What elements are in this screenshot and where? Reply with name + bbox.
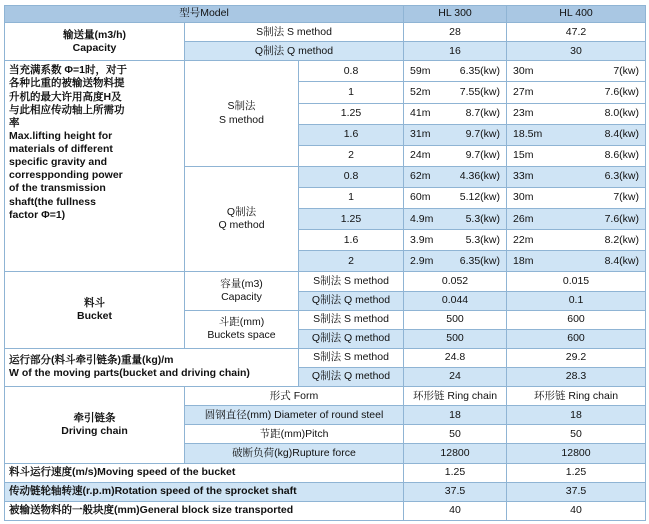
capacity-q-hl400: 30 — [507, 42, 646, 61]
lifting-label-line: 当充满系数 Φ=1时，对于 — [9, 64, 128, 77]
bucket-space-q-hl400: 600 — [507, 329, 646, 348]
speed-row — [5, 463, 646, 482]
lifting-s-row — [5, 61, 646, 82]
height-value: 22m — [513, 233, 534, 246]
gravity-cell: 1.6 — [299, 230, 404, 251]
lifting-s-method — [185, 61, 299, 167]
height-value: 30m — [513, 191, 534, 204]
height-value: 59m — [410, 64, 431, 77]
gravity-cell: 1 — [299, 187, 404, 208]
power-value: 7(kw) — [613, 64, 640, 77]
moving-s-row — [5, 348, 646, 367]
bucket-cap-s-row — [5, 272, 646, 291]
bucket-capacity-en: Capacity — [221, 291, 262, 304]
hl300-cell — [404, 187, 507, 208]
moving-q-hl300: 24 — [404, 367, 507, 386]
hl400-cell — [507, 61, 646, 82]
hl400-cell — [507, 251, 646, 272]
height-value: 15m — [513, 149, 534, 162]
power-value: 5.3(kw) — [465, 233, 501, 246]
moving-q-hl400: 28.3 — [507, 367, 646, 386]
chain-pitch-label: 节距(mm)Pitch — [185, 425, 404, 444]
moving-s-method: S制法 S method — [299, 348, 404, 367]
bucket-label-en: Bucket — [76, 310, 112, 323]
power-value: 8.2(kw) — [604, 233, 640, 246]
lifting-label-line: 升机的最大许用高度H及 — [9, 90, 122, 103]
chain-form-hl400: 环形链 Ring chain — [507, 387, 646, 406]
rotation-hl400: 37.5 — [507, 482, 646, 501]
chain-label-cn: 牵引链条 — [73, 411, 116, 424]
lifting-label-line: of the transmission — [9, 182, 106, 195]
lifting-label-line: 与此相应传动轴上所需功 — [9, 103, 125, 116]
lifting-label-line: correspponding power — [9, 169, 123, 182]
hl300-cell — [404, 251, 507, 272]
chain-label — [5, 387, 185, 463]
power-value: 9.7(kw) — [465, 128, 501, 141]
chain-rupture-hl300: 12800 — [404, 444, 507, 463]
bucket-capacity-cn: 容量(m3) — [220, 277, 263, 290]
height-value: 60m — [410, 191, 431, 204]
speed-hl400: 1.25 — [507, 463, 646, 482]
lifting-label — [5, 61, 185, 272]
power-value: 6.35(kw) — [459, 64, 501, 77]
capacity-s-hl300: 28 — [404, 23, 507, 42]
power-value: 5.12(kw) — [459, 191, 501, 204]
bucket-cap-s-hl400: 0.015 — [507, 272, 646, 291]
power-value: 8.4(kw) — [604, 254, 640, 267]
chain-label-en: Driving chain — [61, 424, 128, 437]
hl400-cell — [507, 124, 646, 145]
chain-pitch-hl300: 50 — [404, 425, 507, 444]
height-value: 33m — [513, 170, 534, 183]
block-hl400: 40 — [507, 501, 646, 520]
bucket-space-s-hl300: 500 — [404, 310, 507, 329]
gravity-cell: 1 — [299, 82, 404, 103]
height-value: 30m — [513, 64, 534, 77]
moving-s-hl300: 24.8 — [404, 348, 507, 367]
hl300-cell — [404, 124, 507, 145]
chain-diameter-label: 圆钢直径(mm) Diameter of round steel — [185, 406, 404, 425]
height-value: 27m — [513, 85, 534, 98]
height-value: 23m — [513, 107, 534, 120]
power-value: 7.6(kw) — [604, 212, 640, 225]
power-value: 8.0(kw) — [604, 107, 640, 120]
power-value: 6.3(kw) — [604, 170, 640, 183]
bucket-space-en: Buckets space — [207, 329, 276, 342]
power-value: 8.6(kw) — [604, 149, 640, 162]
speed-hl300: 1.25 — [404, 463, 507, 482]
lifting-label-line: factor Φ=1) — [9, 208, 66, 221]
power-value: 5.3(kw) — [465, 212, 501, 225]
height-value: 2.9m — [410, 254, 434, 267]
height-value: 18m — [513, 254, 534, 267]
bucket-label-cn: 料斗 — [84, 297, 105, 309]
model-header: 型号Model — [5, 6, 404, 23]
capacity-label-cn: 输送量(m3/h) — [63, 28, 126, 41]
height-value: 41m — [410, 107, 431, 120]
block-row — [5, 501, 646, 520]
bucket-cap-q-hl400: 0.1 — [507, 291, 646, 310]
height-value: 3.9m — [410, 233, 434, 246]
power-value: 6.35(kw) — [459, 254, 501, 267]
power-value: 7.6(kw) — [604, 85, 640, 98]
lifting-s-method-cn: S制法 — [227, 100, 256, 113]
lifting-label-line: Max.lifting height for — [9, 129, 113, 142]
hl300-header: HL 300 — [404, 6, 507, 23]
hl400-cell — [507, 145, 646, 166]
bucket-space-cn: 斗距(mm) — [218, 316, 265, 329]
power-value: 4.36(kw) — [459, 170, 501, 183]
capacity-s-method: S制法 S method — [185, 23, 404, 42]
bucket-space-q-method: Q制法 Q method — [299, 329, 404, 348]
hl300-cell — [404, 166, 507, 187]
power-value: 7.55(kw) — [459, 85, 501, 98]
spec-table — [4, 5, 646, 521]
chain-form-hl300: 环形链 Ring chain — [404, 387, 507, 406]
lifting-q-method-en: Q method — [218, 219, 265, 232]
gravity-cell: 0.8 — [299, 61, 404, 82]
chain-pitch-hl400: 50 — [507, 425, 646, 444]
hl300-cell — [404, 230, 507, 251]
hl300-cell — [404, 103, 507, 124]
lifting-label-line: specific gravity and — [9, 156, 108, 169]
hl400-cell — [507, 166, 646, 187]
rotation-hl300: 37.5 — [404, 482, 507, 501]
chain-form-label: 形式 Form — [185, 387, 404, 406]
gravity-cell: 2 — [299, 251, 404, 272]
hl400-cell — [507, 209, 646, 230]
bucket-cap-s-hl300: 0.052 — [404, 272, 507, 291]
bucket-space-s-hl400: 600 — [507, 310, 646, 329]
capacity-q-hl300: 16 — [404, 42, 507, 61]
power-value: 7(kw) — [613, 191, 640, 204]
header-row — [5, 6, 646, 23]
capacity-s-row — [5, 23, 646, 42]
capacity-label-en: Capacity — [72, 41, 117, 54]
bucket-cap-s-method: S制法 S method — [299, 272, 404, 291]
bucket-space-s-method: S制法 S method — [299, 310, 404, 329]
speed-label: 料斗运行速度(m/s)Moving speed of the bucket — [5, 463, 404, 482]
chain-rupture-label: 破断负荷(kg)Rupture force — [185, 444, 404, 463]
lifting-label-line: 率 — [9, 116, 20, 129]
height-value: 26m — [513, 212, 534, 225]
chain-diameter-hl400: 18 — [507, 406, 646, 425]
lifting-q-method — [185, 166, 299, 272]
block-label: 被输送物料的一般块度(mm)General block size transported — [5, 501, 404, 520]
hl400-cell — [507, 230, 646, 251]
hl300-cell — [404, 145, 507, 166]
hl300-cell — [404, 61, 507, 82]
moving-label — [5, 348, 299, 386]
height-value: 62m — [410, 170, 431, 183]
bucket-capacity-label — [185, 272, 299, 310]
chain-diameter-hl300: 18 — [404, 406, 507, 425]
bucket-space-q-hl300: 500 — [404, 329, 507, 348]
height-value: 52m — [410, 85, 431, 98]
moving-q-method: Q制法 Q method — [299, 367, 404, 386]
lifting-label-line: shaft(the fullness — [9, 195, 96, 208]
gravity-cell: 0.8 — [299, 166, 404, 187]
height-value: 18.5m — [513, 128, 543, 141]
lifting-label-line: 各种比重的被输送物料提 — [9, 77, 125, 90]
lifting-label-line: materials of different — [9, 143, 113, 156]
hl400-cell — [507, 187, 646, 208]
spec-table-wrapper — [4, 5, 645, 521]
hl300-cell — [404, 82, 507, 103]
chain-form-row — [5, 387, 646, 406]
height-value: 31m — [410, 128, 431, 141]
power-value: 8.7(kw) — [465, 107, 501, 120]
capacity-q-method: Q制法 Q method — [185, 42, 404, 61]
bucket-cap-q-hl300: 0.044 — [404, 291, 507, 310]
lifting-s-method-en: S method — [219, 113, 264, 126]
hl300-cell — [404, 209, 507, 230]
capacity-s-hl400: 47.2 — [507, 23, 646, 42]
gravity-cell: 1.6 — [299, 124, 404, 145]
bucket-space-label — [185, 310, 299, 348]
moving-s-hl400: 29.2 — [507, 348, 646, 367]
height-value: 4.9m — [410, 212, 434, 225]
gravity-cell: 1.25 — [299, 103, 404, 124]
moving-label-cn: 运行部分(料斗牵引链条)重量(kg)/m — [9, 354, 174, 367]
chain-rupture-hl400: 12800 — [507, 444, 646, 463]
hl400-header: HL 400 — [507, 6, 646, 23]
power-value: 8.4(kw) — [604, 128, 640, 141]
height-value: 24m — [410, 149, 431, 162]
lifting-q-method-cn: Q制法 — [226, 206, 257, 218]
gravity-cell: 2 — [299, 145, 404, 166]
hl400-cell — [507, 103, 646, 124]
hl400-cell — [507, 82, 646, 103]
bucket-label — [5, 272, 185, 348]
bucket-cap-q-method: Q制法 Q method — [299, 291, 404, 310]
rotation-row — [5, 482, 646, 501]
gravity-cell: 1.25 — [299, 209, 404, 230]
capacity-label — [5, 23, 185, 61]
moving-label-en: W of the moving parts(bucket and driving chain) — [9, 367, 250, 380]
power-value: 9.7(kw) — [465, 149, 501, 162]
rotation-label: 传动链轮轴转速(r.p.m)Rotation speed of the sprocket shaft — [5, 482, 404, 501]
block-hl300: 40 — [404, 501, 507, 520]
